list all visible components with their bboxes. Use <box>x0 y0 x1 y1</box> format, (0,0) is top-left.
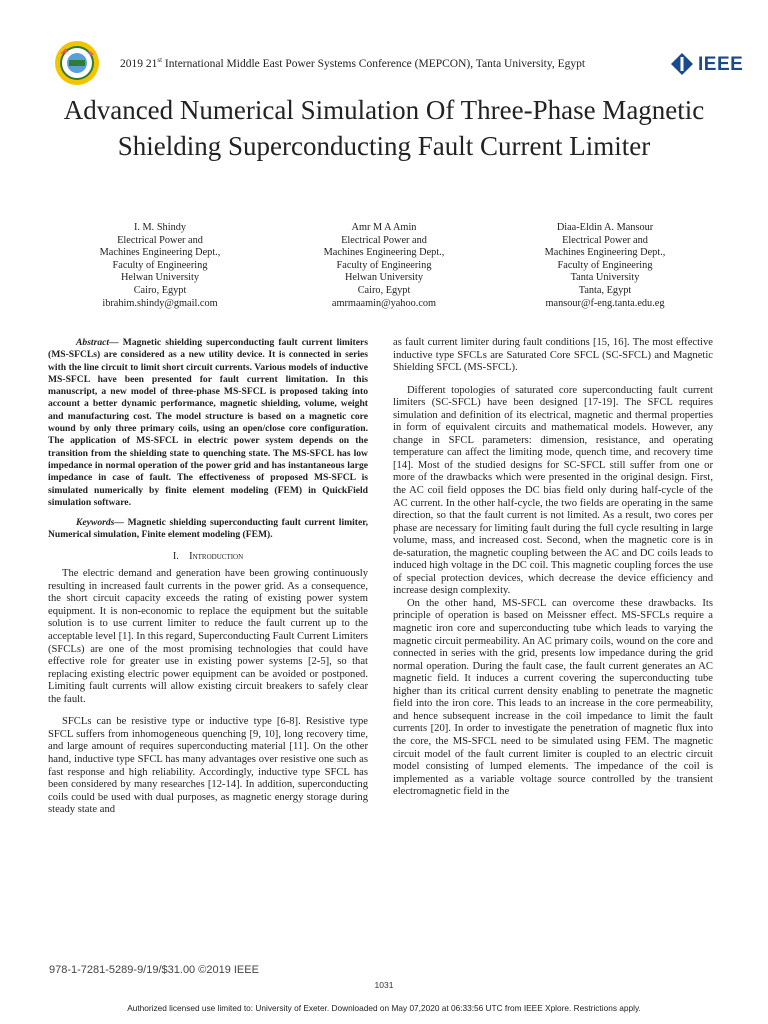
keywords <box>48 517 368 542</box>
abstract-label: Abstract— <box>76 337 119 348</box>
author-dept: Machines Engineering Dept., <box>323 247 445 259</box>
body-paragraph: Different topologies of saturated core superconducting fault current limiters (SC-SFCL) have been designed [17-19]. The SFCL requires simulation and definition of its electrical, magnetic and thermal properties in form of equivalent circuits and mathematical models. However, any change in SFCL parameters: dimension, resistance, and operating temperature can affect the limiting mode, quench time, and recovery time [14]. Most of the studied designs for SC-SFCL still suffer from one or more of the drawbacks which were presented in the original design. First, the AC coil field opposes the DC bias field only during half-cycle of the AC current. In the other half-cycle, the two fields are operating in the same direction, so that the fault current is not limited. As a result, two cores per phase are necessary for limiting fault during the full cycle resulting in large volume, mass, and increased cost. Second, when the magnetic core is in de-saturation, the magnetic coupling between the AC and DC coils leads to induced high voltage in the DC coil. This magnetic coupling forces the use of special protection devices, which decrease the device efficiency and increase design complexity. <box>393 384 713 597</box>
author-email: amrmaamin@yahoo.com <box>331 297 437 309</box>
page-number: 1031 <box>374 980 394 990</box>
paper-title: Advanced Numerical Simulation Of Three-Phase Magnetic Shielding Superconducting Fault Current Limiter <box>63 95 705 161</box>
university-logo <box>54 40 100 86</box>
author-block <box>50 222 718 322</box>
right-column <box>393 337 713 799</box>
isbn-copyright: 978-1-7281-5289-9/19/$31.00 ©2019 IEEE <box>49 964 259 976</box>
keywords-text: Magnetic shielding superconducting fault current limiter, Numerical simulation, Finite element modeling (FEM). <box>48 517 368 541</box>
body-paragraph: as fault current limiter during fault conditions [15, 16]. The most effective inductive type SFCLs are Saturated Core SFCL (SC-SFCL) and Magnetic Shielding SFCL (MS-SFCL). <box>393 337 713 374</box>
author-1 <box>60 222 260 310</box>
author-dept: Electrical Power and <box>562 234 648 246</box>
author-name: Amr M A Amin <box>351 222 417 233</box>
author-email: mansour@f-eng.tanta.edu.eg <box>545 297 665 309</box>
author-2 <box>284 222 484 310</box>
author-dept: Electrical Power and <box>341 234 427 246</box>
author-city: Tanta, Egypt <box>578 284 632 296</box>
author-3 <box>505 222 705 310</box>
ieee-wordmark: IEEE <box>698 54 744 75</box>
author-dept: Electrical Power and <box>117 234 203 246</box>
body-paragraph: On the other hand, MS-SFCL can overcome these drawbacks. Its principle of operation is based on Meissner effect. MS-SFCLs require a magnetic iron core and superconducting tube which leads to varying the magnetic circuit permeability. An AC primary coils, wound on the core and connected in series with the grid, presents low impedance during the grid normal operation. During the fault case, the fault current generates an AC magnetic field. It induces a current covering the superconducting tube higher than its critical current density enabling to penetrate the magnetic field into the iron core. This leads to an increase in the core permeability, and hence subsequent increase in the coil impedance to limit the fault currents [20]. In order to investigate the penetration of magnetic flux into the core, the MS-SFCL need to be simulated using FEM. The magnetic circuit model of the fault current limiter is coupled to an electric circuit model consisting of lumped elements. The impedance of the coil is implemented as a variable voltage source controlled by the transient electromagnetic field in the <box>393 597 713 798</box>
author-email: ibrahim.shindy@gmail.com <box>102 297 218 309</box>
author-dept: Machines Engineering Dept., <box>99 247 221 259</box>
conference-header <box>50 40 744 90</box>
body-paragraph: The electric demand and generation have been growing continuously resulting in increased fault currents in the power grid. As a consequence, the short circuit capacity exceeds the rating of existing power system equipment. It is non-economic to replace the equipment but the suitable solution is to use current limiter to reduce the fault current up to the acceptable level [1]. In this regard, Superconducting Fault Current Limiters (SFCLs) are one of the most promising technologies that could have effective role for greater use in existing power systems [2-5], so that replacing existing electric power equipment can be avoided or postponed. Limiting fault currents will allow existing circuit breakers to safely clear the fault. <box>48 568 368 705</box>
author-name: I. M. Shindy <box>133 222 187 233</box>
conference-name: 2019 21st International Middle East Power Systems Conference (MEPCON), Tanta University, Egypt <box>120 56 586 70</box>
author-university: Helwan University <box>120 272 200 284</box>
ieee-diamond-icon <box>670 52 694 76</box>
keywords-label: Keywords— <box>76 517 124 529</box>
author-city: Cairo, Egypt <box>357 284 411 296</box>
author-name: Diaa-Eldin A. Mansour <box>556 222 654 233</box>
license-notice: Authorized licensed use limited to: University of Exeter. Downloaded on May 07,2020 at 06:33:56 UTC from IEEE Xplore. Restrictions apply. <box>127 1003 641 1013</box>
author-faculty: Faculty of Engineering <box>336 259 432 271</box>
author-dept: Machines Engineering Dept., <box>544 247 666 259</box>
left-column <box>48 337 368 817</box>
author-faculty: Faculty of Engineering <box>557 259 653 271</box>
body-paragraph: SFCLs can be resistive type or inductive type [6-8]. Resistive type SFCL suffers from inhomogeneous quenching [9, 10], long recovery time, and large amount of requires superconducting material [11]. On the other hand, inductive type SFCL has many advantages over resistive one such as fast response and high reliability. Accordingly, inductive type SFCL has been considered by many researches [12-14]. In addition, superconducting coils could be used with dual purposes, as magnetic energy storage during steady state and <box>48 716 368 816</box>
abstract <box>48 337 368 509</box>
author-city: Cairo, Egypt <box>133 284 187 296</box>
author-university: Helwan University <box>344 272 424 284</box>
abstract-text: Magnetic shielding superconducting fault current limiters (MS-SFCLs) are considered as a new utility device. It is connected in series with the line circuit to limit short circuit currents. Various models of inductive MS-SFCL have been presented for fault current limitation. In this manuscript, a new model of three-phase MS-SFCL is proposed taking into account a better dynamic performance, magnetic shielding, volume, weight and manufacturing cost. The model structure is based on a magnetic core wound by only three primary coils, using an open/close core configuration. The application of MS-SFCL in electric power system depends on the transition from the shielding state to quenching state. The MS-SFCL has low impedance in normal operation of the power grid and has instantaneous large impedance in case of fault. The effectiveness of proposed MS-SFCL is simulated numerically by finite element modeling (FEM) in QuickField simulation software. <box>48 337 368 508</box>
author-university: Tanta University <box>570 272 640 284</box>
author-faculty: Faculty of Engineering <box>112 259 208 271</box>
section-heading: I. Introduction <box>172 550 244 562</box>
